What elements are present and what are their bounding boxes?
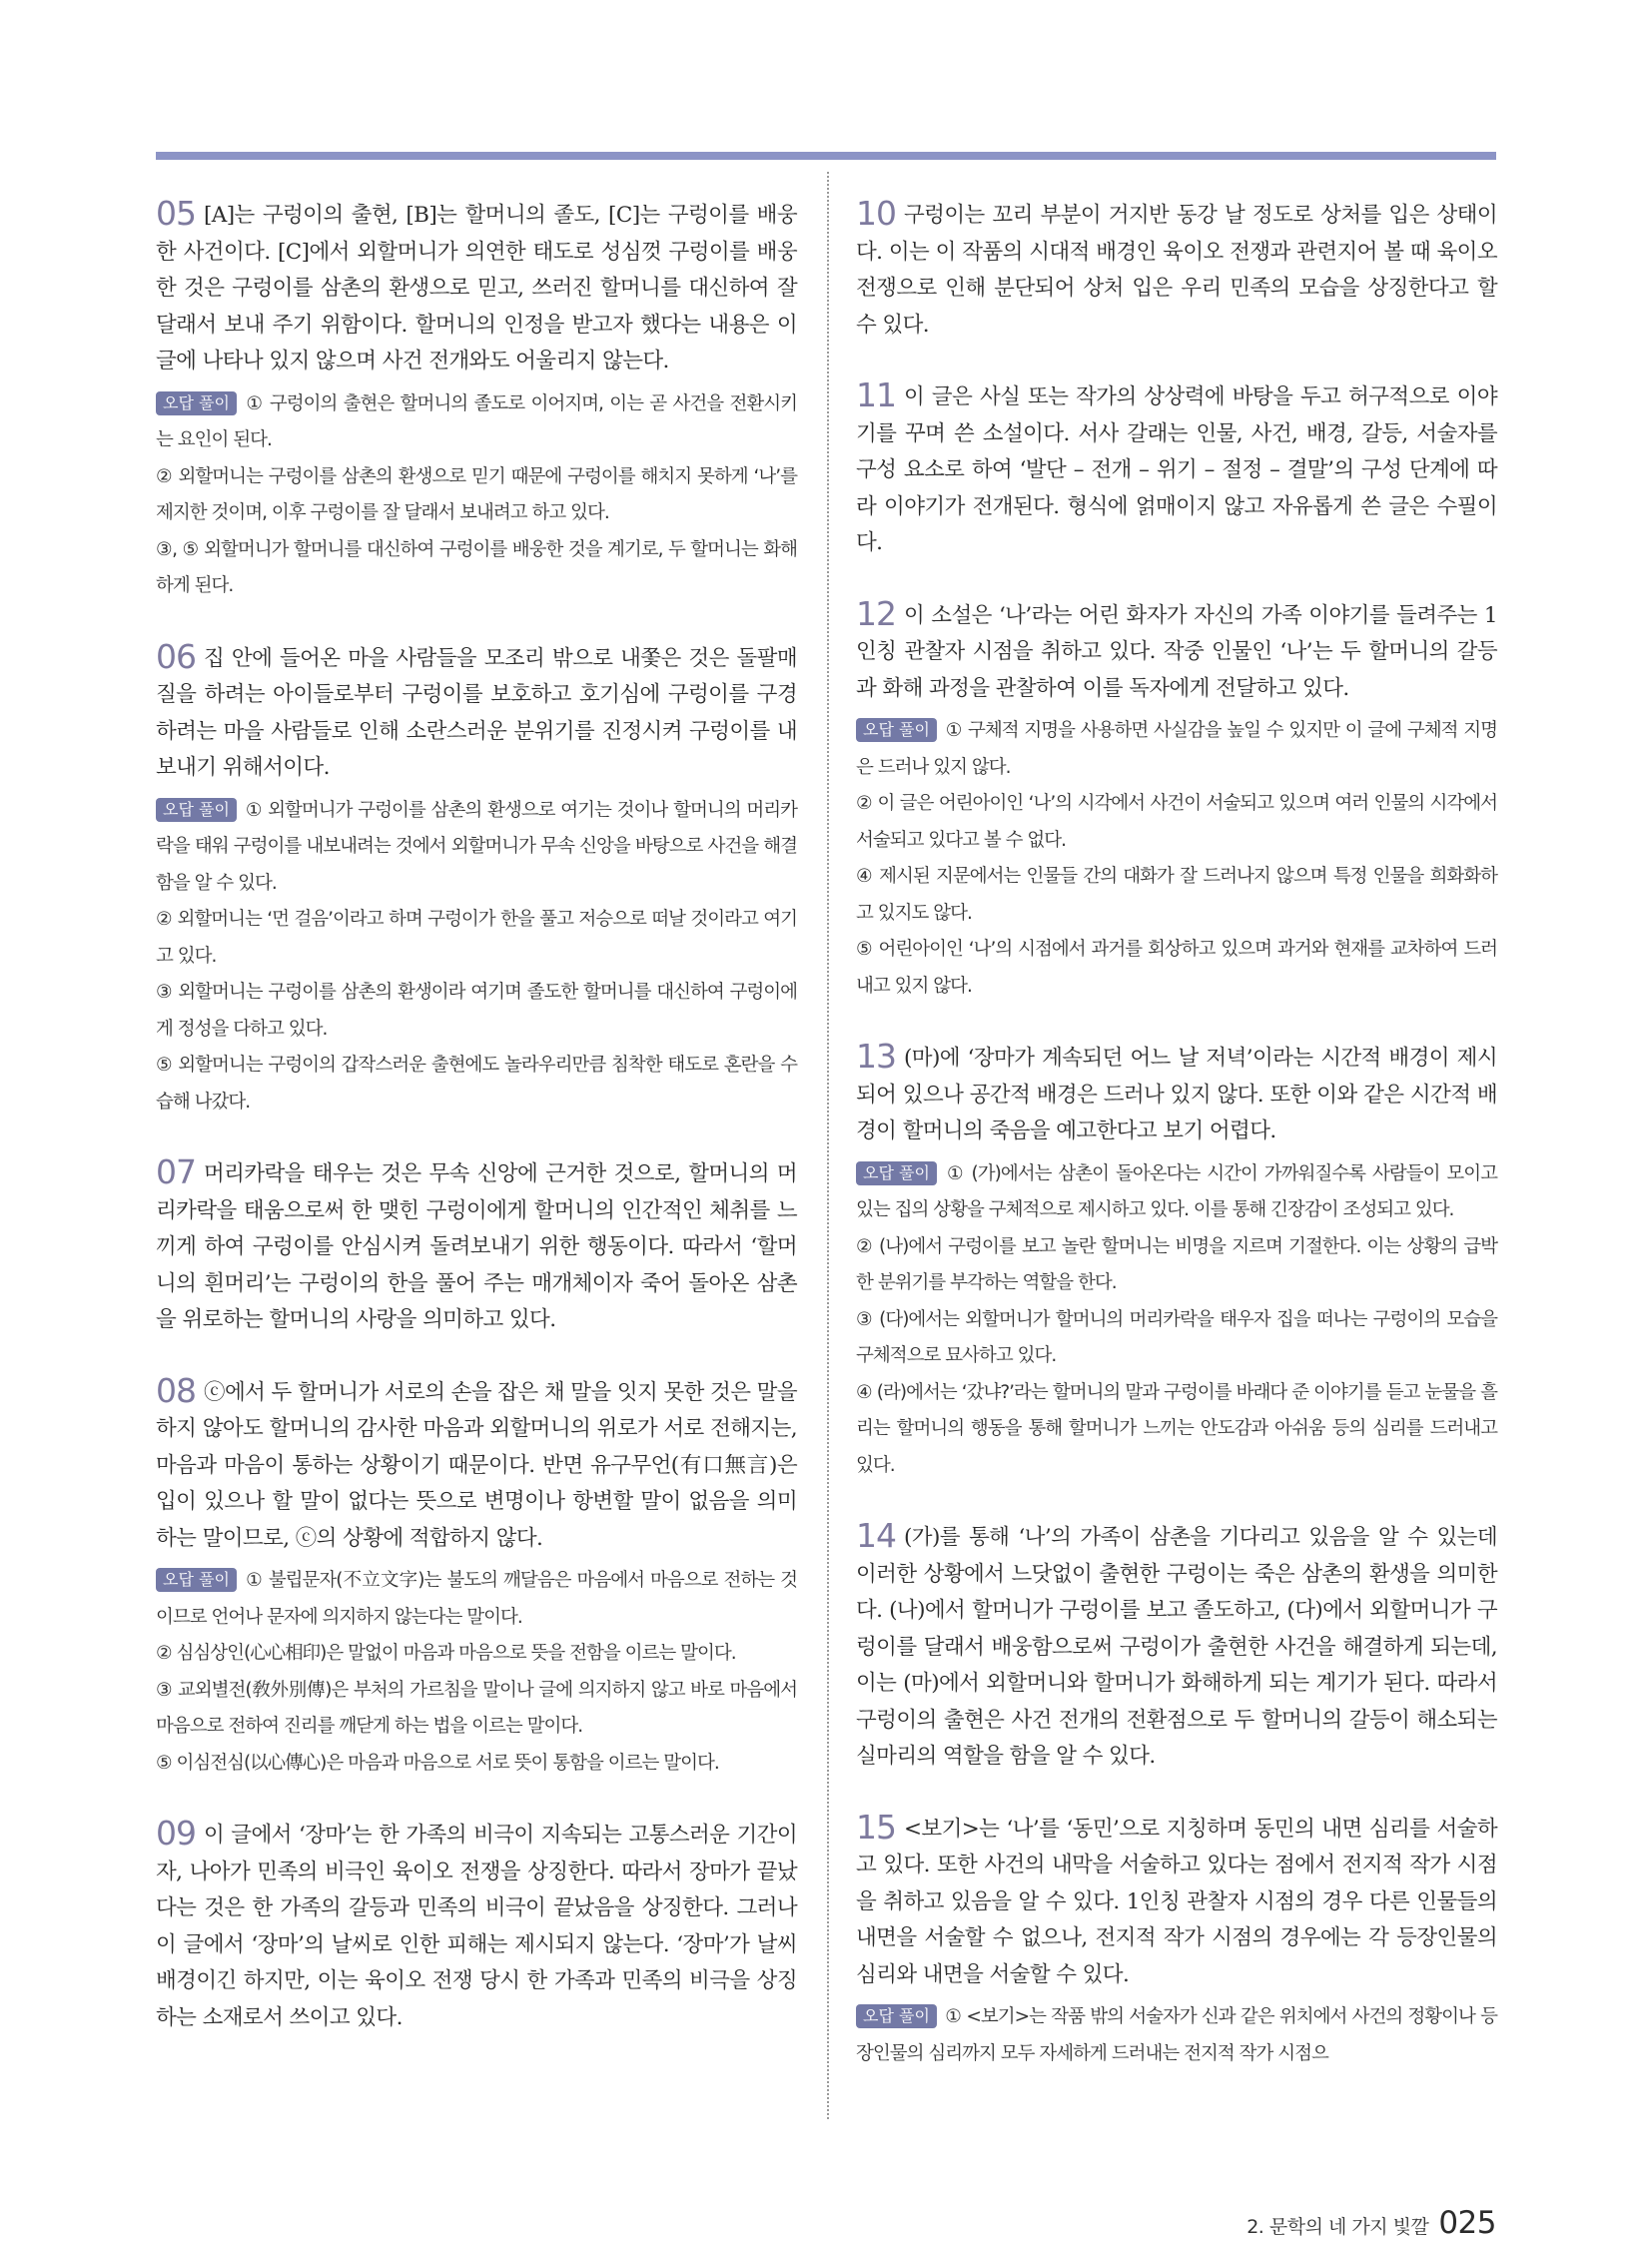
explanation-text: ② 이 글은 어린아이인 ‘나’의 시각에서 사건이 서술되고 있으며 여러 인물의 시각에서 서술되고 있다고 볼 수 없다.	[856, 793, 1497, 851]
wrong-answer-explanation	[856, 1156, 1497, 1485]
explanation-line	[156, 386, 797, 459]
explanation-text: ③, ⑤ 외할머니가 할머니를 대신하여 구렁이를 배웅한 것을 계기로, 두 할머니는 화해하게 된다.	[156, 538, 797, 596]
answer-item	[856, 377, 1497, 562]
answer-item	[156, 1816, 797, 2036]
explanation-text: ④ 제시된 지문에서는 인물들 간의 대화가 잘 드러나지 않으며 특정 인물을 희화화하고 있지도 않다.	[856, 866, 1497, 924]
left-column	[156, 196, 797, 2070]
explanation-line	[856, 1375, 1497, 1485]
answer-text	[856, 1518, 1497, 1776]
answer-item	[856, 1807, 1497, 2073]
question-number: 05	[156, 194, 196, 233]
question-number: 13	[856, 1037, 896, 1076]
answer-body: (가)를 통해 ‘나’의 가족이 삼촌을 기다리고 있음을 알 수 있는데 이러한 상황에서 느닷없이 출현한 구렁이는 죽은 삼촌의 환생을 의미한다. (나)에서 할머니가 구렁이를 보고 졸도하고, (다)에서 외할머니가 구렁이를 달래서 배웅함으로써 구렁이가 출현한 사건을 해결하게 되는데, 이는 (마)에서 외할머니와 할머니가 화해하게 되는 계기가 된다. 따라서 구렁이의 출현은 사건 전개의 전환점으로 두 할머니의 갈등이 해소되는 실마리의 역할을 함을 알 수 있다.	[856, 1525, 1497, 1769]
explanation-text: ① 구렁이의 출현은 할머니의 졸도로 이어지며, 이는 곧 사건을 전환시키는 요인이 된다.	[156, 392, 797, 450]
explanation-text: ⑤ 어린아이인 ‘나’의 시점에서 과거를 회상하고 있으며 과거와 현재를 교차하여 드러내고 있지 않다.	[856, 939, 1497, 997]
wrong-answer-badge: 오답 풀이	[856, 1161, 937, 1185]
explanation-text: ③ 외할머니는 구렁이를 삼촌의 환생이라 여기며 졸도한 할머니를 대신하여 구렁이에게 정성을 다하고 있다.	[156, 982, 797, 1040]
explanation-line	[856, 1999, 1497, 2072]
explanation-line	[856, 713, 1497, 786]
explanation-line	[856, 1156, 1497, 1229]
answer-body: 이 소설은 ‘나’라는 어린 화자가 자신의 가족 이야기를 들려주는 1인칭 관찰자 시점을 취하고 있다. 작중 인물인 ‘나’는 두 할머니의 갈등과 화해 과정을 관찰하여 이를 독자에게 전달하고 있다.	[856, 602, 1497, 701]
explanation-line	[856, 1229, 1497, 1302]
wrong-answer-badge: 오답 풀이	[156, 798, 237, 822]
explanation-text: ② (나)에서 구렁이를 보고 놀란 할머니는 비명을 지르며 기절한다. 이는 상황의 급박한 분위기를 부각하는 역할을 한다.	[856, 1235, 1497, 1293]
wrong-answer-explanation	[856, 1999, 1497, 2072]
wrong-answer-explanation	[156, 386, 797, 605]
question-number: 07	[156, 1152, 196, 1191]
explanation-text: ③ 교외별전(敎外別傳)은 부처의 가르침을 말이나 글에 의지하지 않고 바로 마음에서 마음으로 전하여 진리를 깨닫게 하는 법을 이르는 말이다.	[156, 1679, 797, 1737]
answer-text	[856, 593, 1497, 708]
column-divider	[827, 172, 829, 2119]
answer-text	[856, 377, 1497, 562]
explanation-text: ⑤ 외할머니는 구렁이의 갑작스러운 출현에도 놀라우리만큼 침착한 태도로 혼란을 수습해 나갔다.	[156, 1055, 797, 1113]
explanation-text: ① 불립문자(不立文字)는 불도의 깨달음은 마음에서 마음으로 전하는 것이므로 언어나 문자에 의지하지 않는다는 말이다.	[156, 1570, 797, 1628]
answer-text	[156, 196, 797, 380]
answer-body: 이 글은 사실 또는 작가의 상상력에 바탕을 두고 허구적으로 이야기를 꾸며 쓴 소설이다. 서사 갈래는 인물, 사건, 배경, 갈등, 서술자를 구성 요소로 하여 ‘발단 – 전개 – 위기 – 절정 – 결말’의 구성 단계에 따라 이야기가 전개된다. 형식에 얽매이지 않고 자유롭게 쓴 글은 수필이다.	[856, 384, 1497, 555]
answer-text	[156, 1370, 797, 1558]
explanation-line	[156, 902, 797, 975]
question-number: 10	[856, 194, 896, 233]
question-number: 11	[856, 375, 896, 414]
explanation-line	[156, 793, 797, 903]
explanation-text: ⑤ 이심전심(以心傳心)은 마음과 마음으로 서로 뜻이 통함을 이르는 말이다.	[156, 1752, 719, 1774]
question-number: 06	[156, 636, 196, 676]
question-number: 08	[156, 1370, 196, 1410]
explanation-text: ② 외할머니는 ‘먼 걸음’이라고 하며 구렁이가 한을 풀고 저승으로 떠날 것이라고 여기고 있다.	[156, 909, 797, 967]
explanation-text: ② 외할머니는 구렁이를 삼촌의 환생으로 믿기 때문에 구렁이를 해치지 못하게 ‘나’를 제지한 것이며, 이후 구렁이를 잘 달래서 보내려고 하고 있다.	[156, 465, 797, 523]
page-number: 025	[1438, 2205, 1496, 2241]
answer-body: 머리카락을 태우는 것은 무속 신앙에 근거한 것으로, 할머니의 머리카락을 태움으로써 한 맺힌 구렁이에게 할머니의 인간적인 체취를 느끼게 하여 구렁이를 안심시켜 돌려보내기 위한 행동이다. 따라서 ‘할머니의 흰머리’는 구렁이의 한을 풀어 주는 매개체이자 죽어 돌아온 삼촌을 위로하는 할머니의 사랑을 의미하고 있다.	[156, 1161, 797, 1332]
wrong-answer-explanation	[156, 1563, 797, 1782]
answer-body: 이 글에서 ‘장마’는 한 가족의 비극이 지속되는 고통스러운 기간이자, 나아가 민족의 비극인 육이오 전쟁을 상징한다. 따라서 장마가 끝났다는 것은 한 가족의 갈등과 민족의 비극이 끝났음을 상징한다. 그러나 이 글에서 ‘장마’의 날씨로 인한 피해는 제시되지 않는다. ‘장마’가 날씨 배경이긴 하지만, 이는 육이오 전쟁 당시 한 가족과 민족의 비극을 상징하는 소재로서 쓰이고 있다.	[156, 1823, 797, 2030]
answer-text	[856, 1039, 1497, 1150]
explanation-line	[156, 975, 797, 1048]
answer-item	[156, 196, 797, 605]
wrong-answer-badge: 오답 풀이	[156, 1568, 237, 1592]
explanation-text: ① 외할머니가 구렁이를 삼촌의 환생으로 여기는 것이나 할머니의 머리카락을 태워 구렁이를 내보내려는 것에서 외할머니가 무속 신앙을 바탕으로 사건을 해결함을 알 수 있다.	[156, 799, 797, 894]
explanation-line	[156, 1746, 797, 1783]
explanation-line	[856, 1302, 1497, 1375]
wrong-answer-badge: 오답 풀이	[856, 2004, 937, 2028]
explanation-line	[156, 1636, 797, 1673]
answer-text	[156, 1816, 797, 2036]
answer-text	[156, 1154, 797, 1339]
answer-body: 집 안에 들어온 마을 사람들을 모조리 밖으로 내쫓은 것은 돌팔매질을 하려는 아이들로부터 구렁이를 보호하고 호기심에 구렁이를 구경하려는 마을 사람들로 인해 소란스러운 분위기를 진정시켜 구렁이를 내보내기 위해서이다.	[156, 645, 797, 780]
explanation-text: ② 심심상인(心心相印)은 말없이 마음과 마음으로 뜻을 전함을 이르는 말이다.	[156, 1643, 736, 1664]
wrong-answer-explanation	[156, 793, 797, 1121]
explanation-text: ③ (다)에서는 외할머니가 할머니의 머리카락을 태우자 집을 떠나는 구렁이의 모습을 구체적으로 묘사하고 있다.	[856, 1308, 1497, 1366]
explanation-line	[856, 859, 1497, 932]
top-rule	[156, 152, 1496, 160]
explanation-line	[156, 1048, 797, 1121]
answer-item	[156, 1370, 797, 1783]
answer-item	[856, 1039, 1497, 1484]
answer-item	[156, 1154, 797, 1339]
question-number: 15	[856, 1807, 896, 1847]
answer-body: ⓒ에서 두 할머니가 서로의 손을 잡은 채 말을 잇지 못한 것은 말을 하지 않아도 할머니의 감사한 마음과 외할머니의 위로가 서로 전해지는, 마음과 마음이 통하는 상황이기 때문이다. 반면 유구무언(有口無言)은 입이 있으나 할 말이 없다는 뜻으로 변명이나 항변할 말이 없음을 의미하는 말이므로, ⓒ의 상황에 적합하지 않다.	[156, 1379, 797, 1551]
answer-body: (마)에 ‘장마가 계속되던 어느 날 저녁’이라는 시간적 배경이 제시되어 있으나 공간적 배경은 드러나 있지 않다. 또한 이와 같은 시간적 배경이 할머니의 죽음을 예고한다고 보기 어렵다.	[856, 1046, 1497, 1143]
chapter-title: 2. 문학의 네 가지 빛깔	[1246, 2216, 1429, 2238]
explanation-text: ① (가)에서는 삼촌이 돌아온다는 시간이 가까워질수록 사람들이 모이고 있는 집의 상황을 구체적으로 제시하고 있다. 이를 통해 긴장감이 조성되고 있다.	[856, 1162, 1497, 1220]
answer-body: [A]는 구렁이의 출현, [B]는 할머니의 졸도, [C]는 구렁이를 배웅한 사건이다. [C]에서 외할머니가 의연한 태도로 성심껏 구렁이를 배웅한 것은 구렁이를 삼촌의 환생으로 믿고, 쓰러진 할머니를 대신하여 잘 달래서 보내 주기 위함이다. 할머니의 인정을 받고자 했다는 내용은 이 글에 나타나 있지 않으며 사건 전개와도 어울리지 않는다.	[156, 203, 797, 374]
explanation-line	[156, 1673, 797, 1746]
answer-item	[156, 636, 797, 1121]
wrong-answer-explanation	[856, 713, 1497, 1005]
explanation-text: ① 구체적 지명을 사용하면 사실감을 높일 수 있지만 이 글에 구체적 지명은 드러나 있지 않다.	[856, 720, 1497, 778]
explanation-line	[156, 532, 797, 605]
explanation-text: ④ (라)에서는 ‘갔냐?’라는 할머니의 말과 구렁이를 바래다 준 이야기를 듣고 눈물을 흘리는 할머니의 행동을 통해 할머니가 느끼는 안도감과 아쉬움 등의 심리를 드러내고 있다.	[856, 1381, 1497, 1476]
wrong-answer-badge: 오답 풀이	[856, 718, 937, 742]
explanation-line	[856, 932, 1497, 1005]
answer-body: <보기>는 ‘나’를 ‘동민’으로 지칭하며 동민의 내면 심리를 서술하고 있다. 또한 사건의 내막을 서술하고 있다는 점에서 전지적 작가 시점을 취하고 있음을 알 수 있다. 1인칭 관찰자 시점의 경우 다른 인물들의 내면을 서술할 수 없으나, 전지적 작가 시점의 경우에는 각 등장인물의 심리와 내면을 서술할 수 있다.	[856, 1816, 1497, 1987]
explanation-text: ① <보기>는 작품 밖의 서술자가 신과 같은 위치에서 사건의 정황이나 등장인물의 심리까지 모두 자세하게 드러내는 전지적 작가 시점으	[856, 2006, 1497, 2064]
wrong-answer-badge: 오답 풀이	[156, 391, 237, 415]
question-number: 12	[856, 593, 896, 633]
question-number: 09	[156, 1814, 196, 1853]
question-number: 14	[856, 1516, 896, 1555]
answer-item	[856, 196, 1497, 344]
explanation-line	[156, 459, 797, 532]
page-footer	[1246, 2205, 1496, 2241]
answer-item	[856, 593, 1497, 1006]
answer-item	[856, 1518, 1497, 1776]
explanation-line	[156, 1563, 797, 1636]
answer-text	[156, 636, 797, 787]
answer-text	[856, 1807, 1497, 1994]
explanation-line	[856, 786, 1497, 859]
answer-body: 구렁이는 꼬리 부분이 거지반 동강 날 정도로 상처를 입은 상태이다. 이는 이 작품의 시대적 배경인 육이오 전쟁과 관련지어 볼 때 육이오 전쟁으로 인해 분단되어 상처 입은 우리 민족의 모습을 상징한다고 할 수 있다.	[856, 203, 1497, 338]
answer-text	[856, 196, 1497, 344]
right-column	[856, 196, 1497, 2106]
